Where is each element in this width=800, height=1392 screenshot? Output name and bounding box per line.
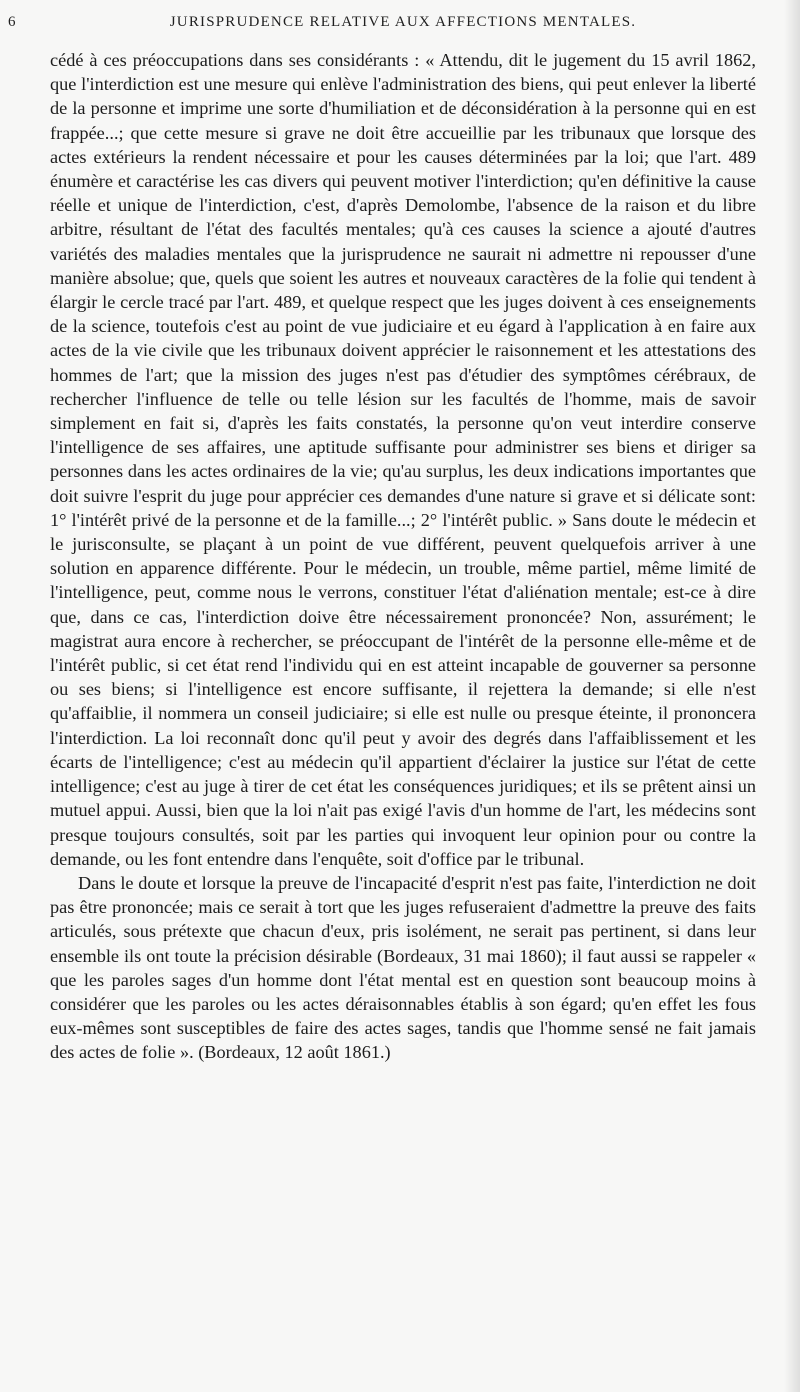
paragraph-2: Dans le doute et lorsque la preuve de l'incapacité d'esprit n'est pas faite, l'interdiction ne doit pas être prononcée; mais ce serait à tort que les juges refuseraient d'admettre la preuve des faits articulés, sous prétexte que chacun d'eux, pris isolément, ne serait pas pertinent, si dans leur ensemble ils ont toute la précision désirable (Bordeaux, 31 mai 1860); il faut aussi se rappeler « que les paroles sages d'un homme dont l'état mental est en question sont beaucoup moins à considérer que les paroles ou les actes déraisonnables établis à son égard; qu'en effet les fous eux-mêmes sont susceptibles de faire des actes sages, tandis que l'homme sensé ne fait jamais des actes de folie ». (Bordeaux, 12 août 1861.) (50, 872, 756, 1063)
running-title: JURISPRUDENCE RELATIVE AUX AFFECTIONS MENTALES. (169, 14, 637, 30)
running-head (8, 14, 756, 48)
page-edge-shadow (784, 0, 800, 1392)
page-number: 6 (8, 14, 17, 30)
body-text (50, 48, 756, 1065)
paragraph-1: cédé à ces préoccupations dans ses considérants : « Attendu, dit le jugement du 15 avril 1862, que l'interdiction est une mesure qui enlève l'administration des biens, qui peut enlever la liberté de la personne et imprime une sorte d'humiliation et de déconsidération à la personne qui en est frappée...; que cette mesure si grave ne doit être accueillie par les tribunaux que lorsque des actes extérieurs la rendent nécessaire et pour les causes déterminées par la loi; que l'art. 489 énumère et caractérise les cas divers qui peuvent motiver l'interdiction; qu'en définitive la cause réelle et unique de l'interdiction, c'est, d'après Demolombe, l'absence de la raison et du libre arbitre, résultant de l'état des facultés mentales; qu'à ces causes la science a ajouté d'autres variétés des maladies mentales que la jurisprudence ne saurait ni admettre ni repousser d'une manière absolue; que, quels que soient les autres et nouveaux caractères de la folie qui tendent à élargir le cercle tracé par l'art. 489, et quelque respect que les juges doivent à ces enseignements de la science, toutefois c'est au point de vue judiciaire et eu égard à l'application à en faire aux actes de la vie civile que les tribunaux doivent apprécier le raisonnement et les attestations des hommes de l'art; que la mission des juges n'est pas d'étudier des symptômes cérébraux, de rechercher l'influence de telle ou telle lésion sur les facultés de l'homme, mais de savoir simplement en fait si, d'après les faits constatés, la personne qu'on veut interdire conserve l'intelligence de ses affaires, une aptitude suffisante pour administrer ses biens et diriger sa personnes dans les actes ordinaires de la vie; qu'au surplus, les deux indications importantes que doit suivre l'esprit du juge pour apprécier ces demandes d'une nature si grave et si délicate sont: 1° l'intérêt privé de la personne et de la famille...; 2° l'intérêt public. » Sans doute le médecin et le jurisconsulte, se plaçant à un point de vue différent, peuvent quelquefois arriver à une solution en apparence différente. Pour le médecin, un trouble, même partiel, même limité de l'intelligence, peut, comme nous le verrons, constituer l'état d'aliénation mentale; est-ce à dire que, dans ce cas, l'interdiction doive être nécessairement prononcée? Non, assurément; le magistrat aura encore à rechercher, se préoccupant de l'intérêt de la personne elle-même et de l'intérêt public, si cet état rend l'individu qui en est atteint incapable de gouverner sa personne ou ses biens; si l'intelligence est encore suffisante, il rejettera la demande; si elle n'est qu'affaiblie, il nommera un conseil judiciaire; si elle est nulle ou presque éteinte, il prononcera l'interdiction. La loi reconnaît donc qu'il peut y avoir des degrés dans l'affaiblissement et les écarts de l'intelligence; c'est au médecin qu'il appartient d'éclairer la justice sur l'état de cette intelligence; c'est au juge à tirer de cet état les conséquences juridiques; et ils se prêtent ainsi un mutuel appui. Aussi, bien que la loi n'ait pas exigé l'avis d'un homme de l'art, les médecins sont presque toujours consultés, soit par les parties qui invoquent leur opinion pour ou contre la demande, ou les font entendre dans l'enquête, soit d'office par le tribunal. (50, 50, 756, 869)
